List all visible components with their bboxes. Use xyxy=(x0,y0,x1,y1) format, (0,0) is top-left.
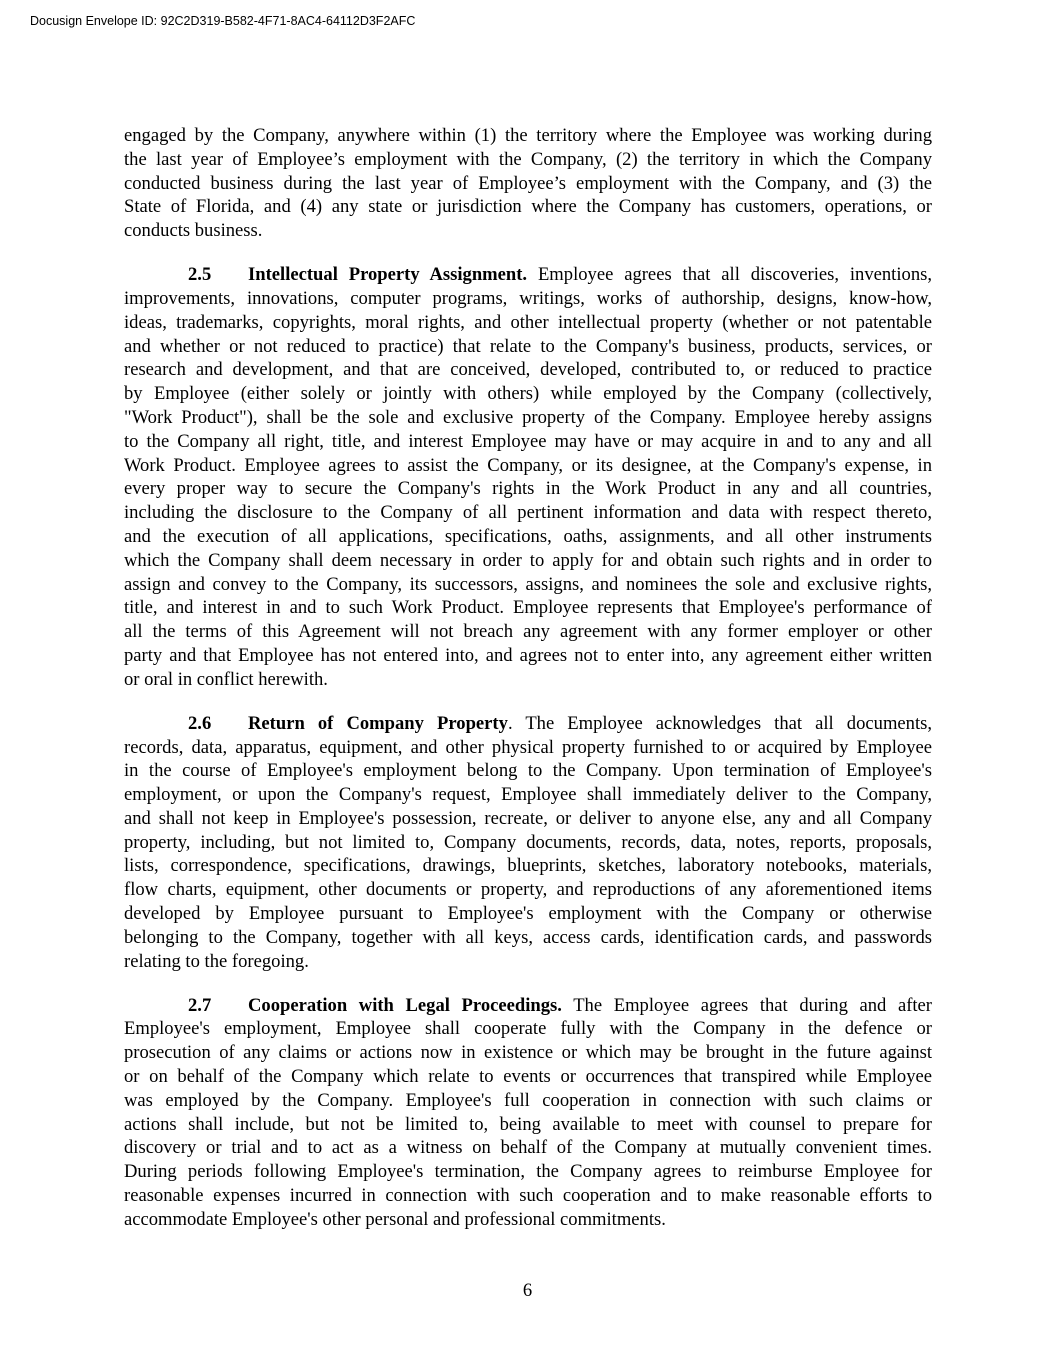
section-number: 2.7 xyxy=(188,994,212,1016)
text-line xyxy=(124,854,932,878)
text-span: and the execution of all applications, specifications, oaths, assignments, and all other instruments xyxy=(124,525,932,547)
text-span: prosecution of any claims or actions now in existence or which may be brought in the future against xyxy=(124,1042,932,1064)
text-span: including the disclosure to the Company of all pertinent information and data with respect thereto, xyxy=(124,502,932,524)
text-span: or oral in conflict herewith. xyxy=(124,668,328,690)
text-line xyxy=(124,172,932,196)
text-line xyxy=(124,644,932,668)
text-span: The Employee agrees that during and after xyxy=(561,994,932,1016)
section-heading-line xyxy=(124,712,932,736)
text-span: reasonable expenses incurred in connection with such cooperation and to make reasonable efforts to xyxy=(124,1185,932,1207)
text-line xyxy=(124,573,932,597)
text-span: employment, or upon the Company's request, Employee shall immediately deliver to the Company, xyxy=(124,784,932,806)
section-number: 2.6 xyxy=(188,712,212,734)
text-line xyxy=(124,831,932,855)
text-line xyxy=(124,783,932,807)
text-span: which the Company shall deem necessary in order to apply for and obtain such rights and in order to xyxy=(124,549,932,571)
text-line xyxy=(124,148,932,172)
text-span: flow charts, equipment, other documents or property, and reproductions of any aforementioned items xyxy=(124,879,932,901)
text-line xyxy=(124,902,932,926)
text-span: discovery or trial and to act as a witness on behalf of the Company at mutually convenient times. xyxy=(124,1137,932,1159)
text-span: ideas, trademarks, copyrights, moral rights, and other intellectual property (whether or not patentable xyxy=(124,311,932,333)
text-span: the last year of Employee’s employment with the Company, (2) the territory in which the Company xyxy=(124,148,932,170)
text-span: to the Company all right, title, and interest Employee may have or may acquire in and to any and all xyxy=(124,430,932,452)
text-line xyxy=(124,807,932,831)
envelope-id-header: Docusign Envelope ID: 92C2D319-B582-4F71-8AC4-64112D3F2AFC xyxy=(30,14,416,28)
section-title: Intellectual Property Assignment. xyxy=(248,264,528,286)
text-line xyxy=(124,358,932,382)
text-span: Work Product. Employee agrees to assist the Company, or its designee, at the Company's expense, in xyxy=(124,454,932,476)
text-span: lists, correspondence, specifications, drawings, blueprints, sketches, laboratory notebooks, materials, xyxy=(124,855,932,877)
text-line xyxy=(124,124,932,148)
text-line xyxy=(124,406,932,430)
text-span: research and development, and that are conceived, developed, contributed to, or reduced to practice xyxy=(124,359,932,381)
text-span: and whether or not reduced to practice) that relate to the Company's business, products, services, or xyxy=(124,335,932,357)
text-span: all the terms of this Agreement will not breach any agreement with any former employer or other xyxy=(124,621,932,643)
text-span: was employed by the Company. Employee's full cooperation in connection with such claims or xyxy=(124,1089,932,1111)
text-line xyxy=(124,736,932,760)
section-heading-line xyxy=(124,994,932,1018)
text-line xyxy=(124,287,932,311)
text-span: Employee agrees that all discoveries, inventions, xyxy=(527,264,932,286)
text-line xyxy=(124,1160,932,1184)
text-span: party and that Employee has not entered into, and agrees not to enter into, any agreement either written xyxy=(124,644,932,666)
text-line xyxy=(124,525,932,549)
text-line xyxy=(124,549,932,573)
text-line xyxy=(124,1089,932,1113)
text-line xyxy=(124,335,932,359)
text-line xyxy=(124,1184,932,1208)
text-line xyxy=(124,1113,932,1137)
text-line xyxy=(124,1065,932,1089)
document-body xyxy=(124,124,932,1252)
text-line xyxy=(124,311,932,335)
text-span: property, including, but not limited to, Company documents, records, data, notes, reports, proposals, xyxy=(124,831,932,853)
section-number: 2.5 xyxy=(188,264,212,286)
text-span: every proper way to secure the Company's rights in the Work Product in any and all countries, xyxy=(124,478,932,500)
text-line xyxy=(124,759,932,783)
text-line xyxy=(124,1017,932,1041)
text-span: assign and convey to the Company, its successors, assigns, and nominees the sole and exclusive rights, xyxy=(124,573,932,595)
text-span: actions shall include, but not be limited to, being available to meet with counsel to prepare for xyxy=(124,1113,932,1135)
text-line xyxy=(124,878,932,902)
text-line xyxy=(124,668,932,692)
text-line xyxy=(124,1208,932,1232)
text-span: conducts business. xyxy=(124,220,263,242)
text-line xyxy=(124,219,932,243)
text-span: accommodate Employee's other personal and professional commitments. xyxy=(124,1208,666,1230)
text-span: improvements, innovations, computer programs, writings, works of authorship, designs, know-how, xyxy=(124,287,932,309)
page-number: 6 xyxy=(522,1280,533,1301)
text-span: During periods following Employee's termination, the Company agrees to reimburse Employee for xyxy=(124,1161,932,1183)
text-line xyxy=(124,501,932,525)
text-line xyxy=(124,477,932,501)
text-span: conducted business during the last year of Employee’s employment with the Company, and (3) the xyxy=(124,172,932,194)
text-span: State of Florida, and (4) any state or jurisdiction where the Company has customers, operations, or xyxy=(124,196,932,218)
text-span: developed by Employee pursuant to Employee's employment with the Company or otherwise xyxy=(124,903,932,925)
text-span: title, and interest in and to such Work Product. Employee represents that Employee's performance of xyxy=(124,597,932,619)
text-line xyxy=(124,950,932,974)
text-line xyxy=(124,1041,932,1065)
section-heading-line xyxy=(124,263,932,287)
text-span: belonging to the Company, together with all keys, access cards, identification cards, and passwords xyxy=(124,926,932,948)
text-line xyxy=(124,620,932,644)
text-span: by Employee (either solely or jointly with others) while employed by the Company (collectively, xyxy=(124,383,932,405)
section-title: Cooperation with Legal Proceedings. xyxy=(248,994,562,1016)
text-line xyxy=(124,926,932,950)
text-line xyxy=(124,1136,932,1160)
text-line xyxy=(124,382,932,406)
text-span: "Work Product"), shall be the sole and exclusive property of the Company. Employee hereby assigns xyxy=(124,406,932,428)
text-line xyxy=(124,430,932,454)
text-span: records, data, apparatus, equipment, and other physical property furnished to or acquired by Employee xyxy=(124,736,932,758)
text-span: Employee's employment, Employee shall cooperate fully with the Company in the defence or xyxy=(124,1018,932,1040)
section-title: Return of Company Property xyxy=(248,712,508,734)
text-line xyxy=(124,596,932,620)
text-span: relating to the foregoing. xyxy=(124,950,309,972)
section-2-6 xyxy=(124,712,932,974)
section-2-7 xyxy=(124,994,932,1232)
text-span: and shall not keep in Employee's possession, recreate, or deliver to anyone else, any and all Company xyxy=(124,807,932,829)
text-line xyxy=(124,195,932,219)
paragraph xyxy=(124,124,932,243)
section-2-5 xyxy=(124,263,932,691)
text-span: . The Employee acknowledges that all documents, xyxy=(507,712,933,734)
text-span: engaged by the Company, anywhere within (1) the territory where the Employee was working during xyxy=(124,125,932,146)
text-span: in the course of Employee's employment belong to the Company. Upon termination of Employee's xyxy=(124,760,932,782)
text-span: or on behalf of the Company which relate to events or occurrences that transpired while Employee xyxy=(124,1066,932,1088)
text-line xyxy=(124,454,932,478)
